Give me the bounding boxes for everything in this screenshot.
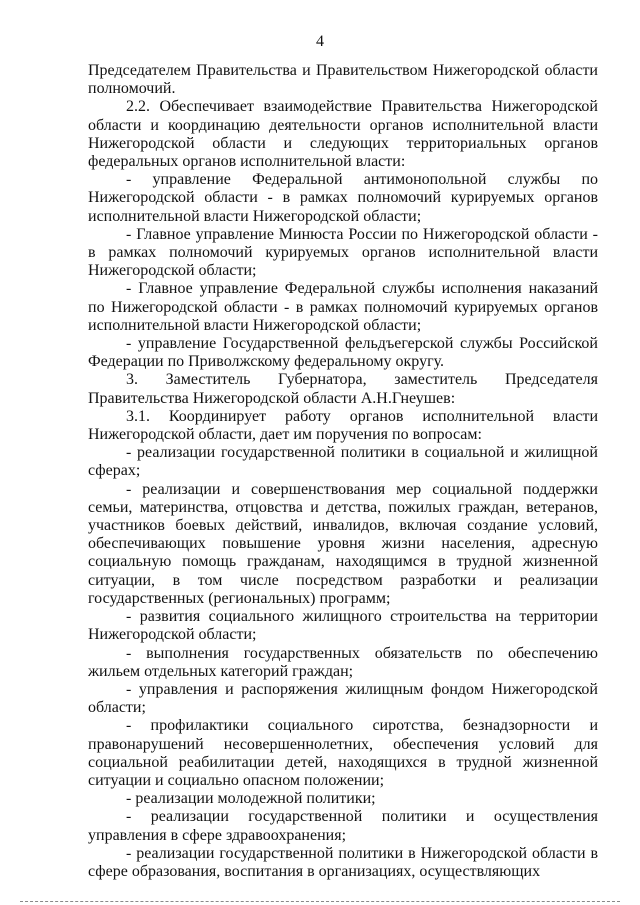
paragraph: 2.2. Обеспечивает взаимодействие Правительства Нижегородской области и координацию деятельности органов исполнительной власти Нижегородской области и следующих территориальных органов федеральных органов исполнительной власти:: [88, 98, 598, 171]
document-body: [88, 62, 598, 881]
list-item: - управление Государственной фельдъегерской службы Российской Федерации по Приволжскому федеральному округу.: [88, 335, 598, 371]
paragraph: 3.1. Координирует работу органов исполнительной власти Нижегородской области, дает им поручения по вопросам:: [88, 407, 598, 444]
list-item: - профилактики социального сиротства, безнадзорности и правонарушений несовершеннолетних, обеспечения условий для социальной реабилитации детей, находящихся в трудной жизненной ситуации и социально опасном положении;: [88, 717, 598, 789]
scan-edge-divider: [20, 901, 620, 902]
paragraph: 3. Заместитель Губернатора, заместитель Председателя Правительства Нижегородской области А.Н.Гнеушев:: [88, 371, 598, 407]
list-item: - развития социального жилищного строительства на территории Нижегородской области;: [88, 608, 598, 644]
list-item: - реализации государственной политики и осуществления управления в сфере здравоохранения;: [88, 808, 598, 844]
list-item: - Главное управление Минюста России по Нижегородской области - в рамках полномочий курируемых органов исполнительной власти Нижегородской области;: [88, 225, 598, 280]
page-number: 4: [316, 33, 324, 50]
list-item: - управление Федеральной антимонопольной службы по Нижегородской области - в рамках полномочий курируемых органов исполнительной власти Нижегородской области;: [88, 171, 598, 225]
list-item: - реализации государственной политики в Нижегородской области в сфере образования, воспитания в организациях, осуществляющих: [88, 844, 598, 880]
list-item: - реализации и совершенствования мер социальной поддержки семьи, материнства, отцовства и детства, пожилых граждан, ветеранов, участников боевых действий, инвалидов, включая создание условий, обеспечивающих повышение уровня жизни населения, адресную социальную помощь гражданам, находящимся в трудной жизненной ситуации, в том числе посредством разработки и реализации государственных (региональных) программ;: [88, 480, 598, 607]
list-item: - Главное управление Федеральной службы исполнения наказаний по Нижегородской области - в рамках полномочий курируемых органов исполнительной власти Нижегородской области;: [88, 280, 598, 334]
list-item: - управления и распоряжения жилищным фондом Нижегородской области;: [88, 680, 598, 717]
list-item: - реализации молодежной политики;: [126, 790, 376, 808]
paragraph: Председателем Правительства и Правительством Нижегородской области полномочий.: [88, 62, 598, 98]
list-item: - выполнения государственных обязательств по обеспечению жильем отдельных категорий граждан;: [88, 644, 598, 680]
list-item: - реализации государственной политики в социальной и жилищной сферах;: [88, 444, 598, 480]
